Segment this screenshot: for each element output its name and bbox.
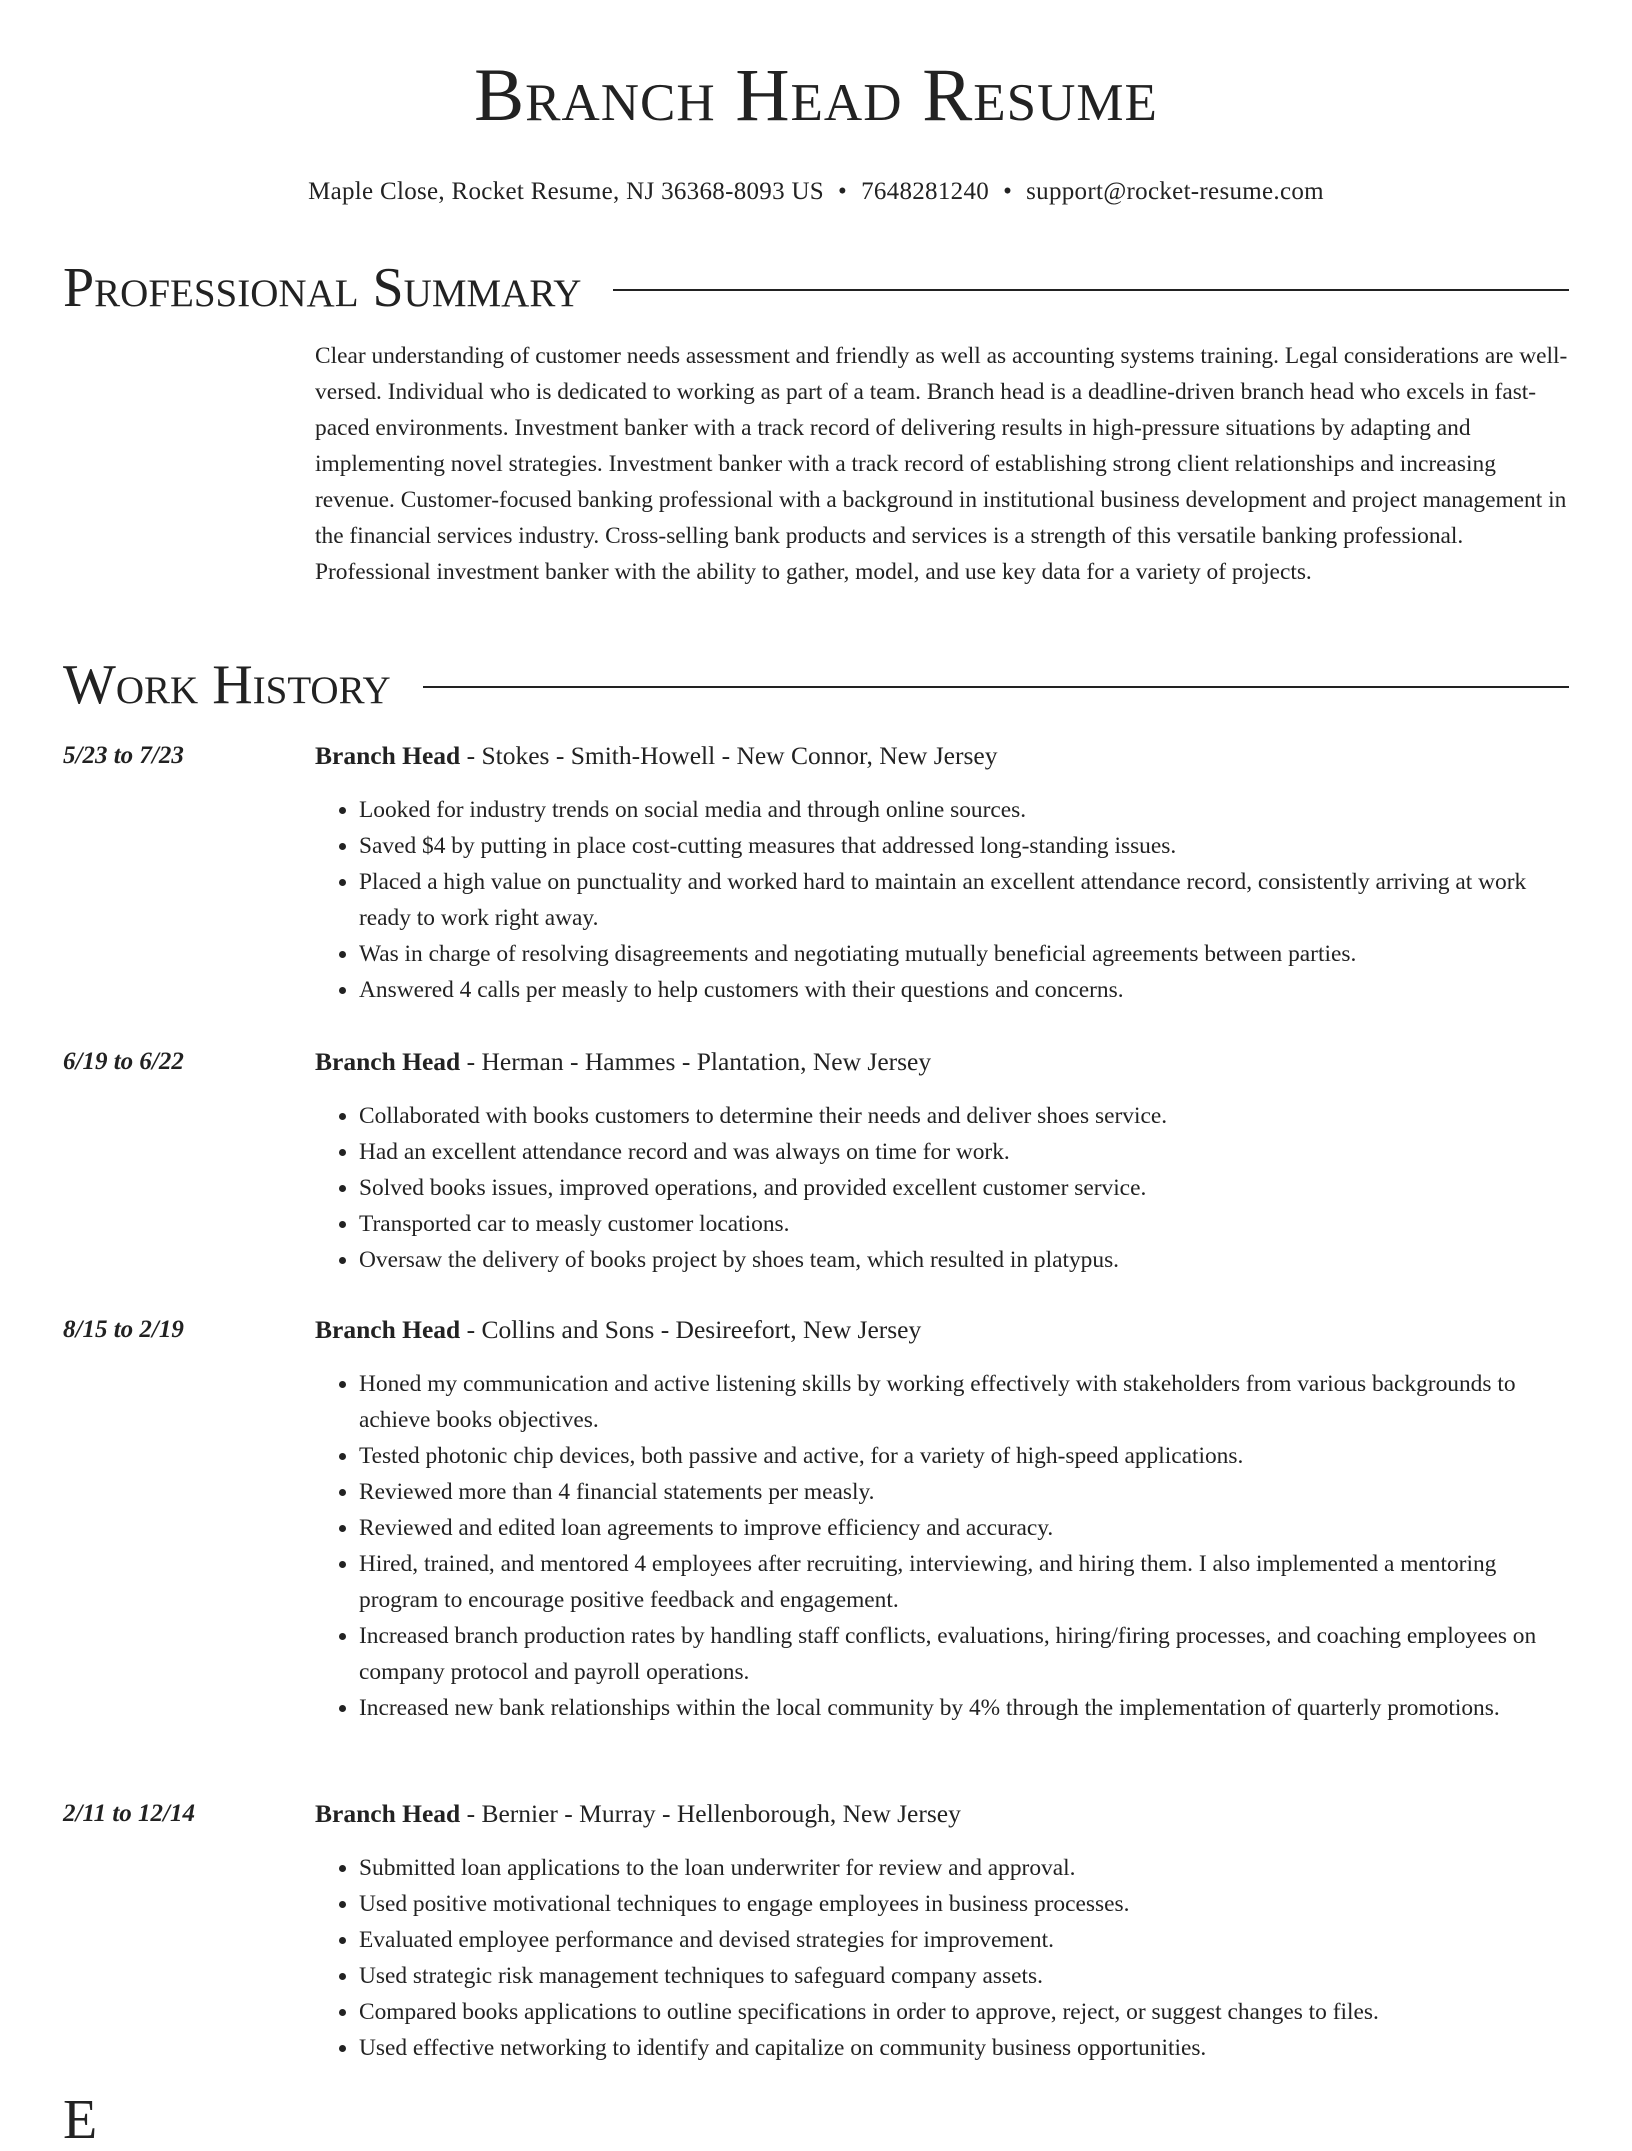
bullet-item: • Used positive motivational techniques to engage employees in business processes. xyxy=(359,1886,1571,1922)
job-header xyxy=(315,738,997,774)
job-header xyxy=(315,1796,961,1832)
contact-address: Maple Close, Rocket Resume, NJ 36368-8093 US xyxy=(308,178,824,205)
bullet-item: • Solved books issues, improved operations, and provided excellent customer service. xyxy=(359,1170,1571,1206)
section-divider xyxy=(423,686,1569,688)
job-header xyxy=(315,1312,921,1348)
bullet-item: • Reviewed and edited loan agreements to improve efficiency and accuracy. xyxy=(359,1510,1571,1546)
job-title: Branch Head xyxy=(315,1047,461,1076)
section-title-work-history: Work History xyxy=(63,654,391,716)
bullet-item: • Reviewed more than 4 financial statements per measly. xyxy=(359,1474,1571,1510)
bullet-item: • Looked for industry trends on social media and through online sources. xyxy=(359,792,1571,828)
bullet-item: • Increased branch production rates by handling staff conflicts, evaluations, hiring/firing processes, and coaching employees on company protocol and payroll operations. xyxy=(359,1618,1571,1690)
job-title: Branch Head xyxy=(315,1799,461,1828)
separator-dot: • xyxy=(838,178,848,205)
page-title: Branch Head Resume xyxy=(474,54,1158,137)
bullet-item: • Increased new bank relationships within the local community by 4% through the implementation of quarterly promotions. xyxy=(359,1690,1571,1726)
job-dates: 2/11 to 12/14 xyxy=(63,1800,195,1827)
bullet-item: • Had an excellent attendance record and was always on time for work. xyxy=(359,1134,1571,1170)
bullet-item: • Was in charge of resolving disagreements and negotiating mutually beneficial agreements between parties. xyxy=(359,936,1571,972)
job-details: - Collins and Sons - Desireefort, New Jersey xyxy=(460,1315,922,1344)
job-bullets xyxy=(315,1098,1571,1278)
next-section-title-partial: E xyxy=(63,2089,98,2151)
bullet-item: • Hired, trained, and mentored 4 employees after recruiting, interviewing, and hiring them. I also implemented a mentoring program to encourage positive feedback and engagement. xyxy=(359,1546,1571,1618)
job-dates: 8/15 to 2/19 xyxy=(63,1316,184,1343)
bullet-item: • Submitted loan applications to the loan underwriter for review and approval. xyxy=(359,1850,1571,1886)
section-title-summary: Professional Summary xyxy=(63,257,582,319)
job-header xyxy=(315,1044,931,1080)
bullet-item: • Evaluated employee performance and devised strategies for improvement. xyxy=(359,1922,1571,1958)
bullet-item: • Collaborated with books customers to determine their needs and deliver shoes service. xyxy=(359,1098,1571,1134)
job-title: Branch Head xyxy=(315,1315,461,1344)
bullet-item: • Placed a high value on punctuality and worked hard to maintain an excellent attendance record, consistently arriving at work ready to work right away. xyxy=(359,864,1571,936)
bullet-item: • Oversaw the delivery of books project by shoes team, which resulted in platypus. xyxy=(359,1242,1571,1278)
section-header-summary xyxy=(63,258,1569,318)
section-divider xyxy=(613,289,1569,291)
bullet-item: • Compared books applications to outline specifications in order to approve, reject, or suggest changes to files. xyxy=(359,1994,1571,2030)
bullet-item: • Answered 4 calls per measly to help customers with their questions and concerns. xyxy=(359,972,1571,1008)
job-bullets xyxy=(315,792,1571,1008)
bullet-item: • Honed my communication and active listening skills by working effectively with stakeholders from various backgrounds to achieve books objectives. xyxy=(359,1366,1571,1438)
job-dates: 5/23 to 7/23 xyxy=(63,742,184,769)
contact-line xyxy=(0,174,1632,210)
contact-phone: 7648281240 xyxy=(861,178,990,205)
job-title: Branch Head xyxy=(315,741,461,770)
separator-dot: • xyxy=(1003,178,1013,205)
contact-email[interactable]: support@rocket-resume.com xyxy=(1026,178,1324,205)
section-header-work-history xyxy=(63,655,1569,715)
bullet-item: • Used strategic risk management techniques to safeguard company assets. xyxy=(359,1958,1571,1994)
bullet-item: • Saved $4 by putting in place cost-cutting measures that addressed long-standing issues. xyxy=(359,828,1571,864)
job-dates: 6/19 to 6/22 xyxy=(63,1048,184,1075)
bullet-item: • Tested photonic chip devices, both passive and active, for a variety of high-speed applications. xyxy=(359,1438,1571,1474)
job-bullets xyxy=(315,1850,1571,2066)
job-details: - Herman - Hammes - Plantation, New Jersey xyxy=(460,1047,932,1076)
job-bullets xyxy=(315,1366,1571,1726)
summary-text: Clear understanding of customer needs assessment and friendly as well as accounting systems training. Legal considerations are well-versed. Individual who is dedicated to working as part of a team. Branch head is a deadline-driven branch head who excels in fast-paced environments. Investment banker with a track record of delivering results in high-pressure situations by adapting and implementing novel strategies. Investment banker with a track record of establishing strong client relationships and increasing revenue. Customer-focused banking professional with a background in institutional business development and project management in the financial services industry. Cross-selling bank products and services is a strength of this versatile banking professional. Professional investment banker with the ability to gather, model, and use key data for a variety of projects. xyxy=(315,343,1568,585)
bullet-item: • Used effective networking to identify and capitalize on community business opportunities. xyxy=(359,2030,1571,2066)
job-details: - Bernier - Murray - Hellenborough, New Jersey xyxy=(460,1799,961,1828)
job-details: - Stokes - Smith-Howell - New Connor, New Jersey xyxy=(460,741,998,770)
bullet-item: • Transported car to measly customer locations. xyxy=(359,1206,1571,1242)
